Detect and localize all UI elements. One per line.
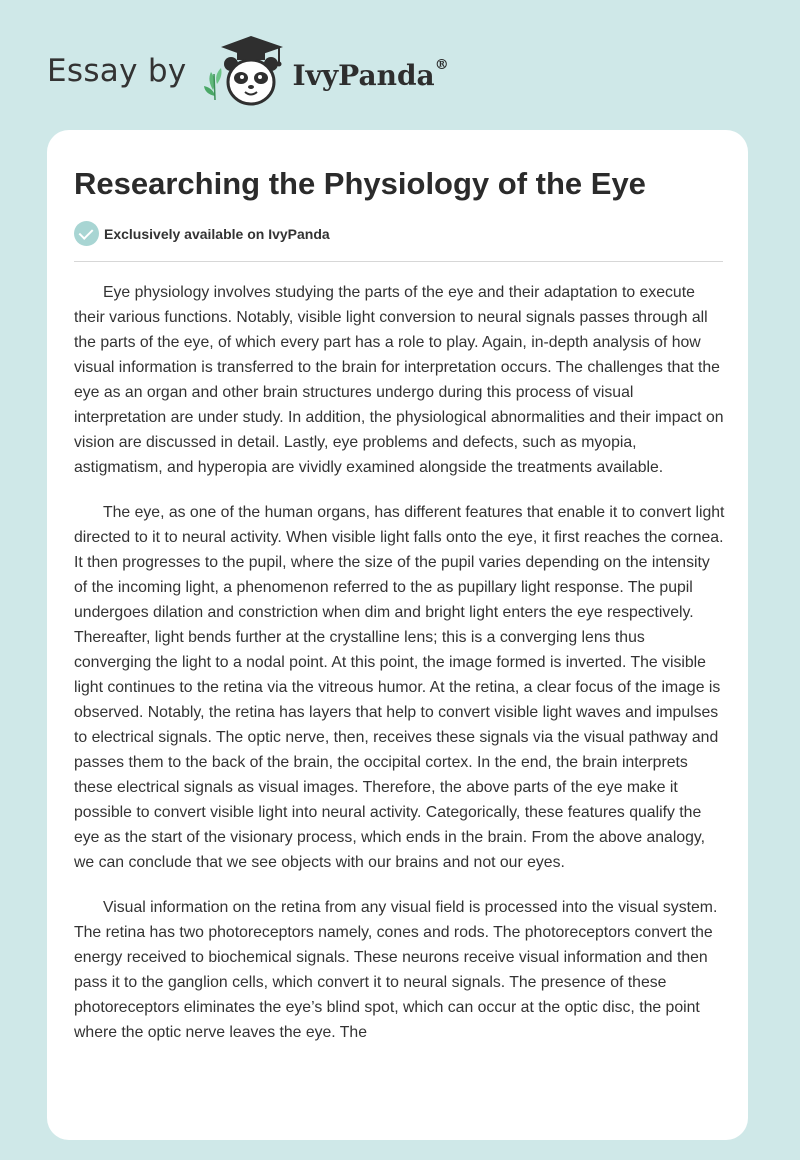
article-body <box>74 280 726 1065</box>
brand-name[interactable] <box>292 56 449 92</box>
article-title: Researching the Physiology of the Eye <box>74 166 646 201</box>
paragraph: Eye physiology involves studying the parts of the eye and their adaptation to execute their various functions. Notably, visible light conversion to neural signals passes through all the parts of the eye, of which every part has a role to play. Again, in-depth analysis of how visual information is transferred to the brain for interpretation occurs. The challenges that the eye as an organ and other brain structures undergo during this process of visual interpretation are under study. In addition, the physiological abnormalities and their impact on vision are discussed in detail. Lastly, eye problems and defects, such as myopia, astigmatism, and hyperopia are vividly examined alongside the treatments available. <box>74 284 724 476</box>
site-header <box>47 34 449 108</box>
checkmark-icon <box>74 221 99 246</box>
exclusive-badge-label: Exclusively available on IvyPanda <box>104 225 330 242</box>
registered-mark: ® <box>434 56 449 73</box>
paragraph: The eye, as one of the human organs, has different features that enable it to convert light directed to it to neural activity. When visible light falls onto the eye, it first reaches the cornea. It then progresses to the pupil, where the size of the pupil varies depending on the intensity of the incoming light, a phenomenon referred to the as pupillary light response. The pupil undergoes dilation and constriction when dim and bright light enters the eye respectively. Thereafter, light bends further at the crystalline lens; this is a converging lens thus converging the light to a nodal point. At this point, the image formed is inverted. The visible light continues to the retina via the vitreous humor. At the retina, a clear focus of the image is observed. Notably, the retina has layers that help to convert visible light waves and impulses to electrical signals. The optic nerve, then, receives these signals via the visual pathway and passes them to the back of the brain, the occipital cortex. In the end, the brain interprets these electrical signals as visual images. Therefore, the above parts of the eye make it possible to convert visible light into neural activity. Categorically, these features qualify the eye as the start of the visionary process, which ends in the brain. From the above analogy, we can conclude that we see objects with our brains and not our eyes. <box>74 504 725 871</box>
brand-text: IvyPanda <box>292 58 435 92</box>
divider <box>74 261 723 262</box>
article-card <box>47 130 748 1140</box>
exclusive-badge <box>74 221 330 246</box>
essay-by-label: Essay by <box>47 53 187 89</box>
panda-logo-icon[interactable] <box>201 34 287 108</box>
paragraph: Visual information on the retina from any visual field is processed into the visual system. The retina has two photoreceptors namely, cones and rods. The photoreceptors convert the energy received to biochemical signals. These neurons receive visual information and then pass it to the ganglion cells, which convert it to neural signals. The presence of these photoreceptors eliminates the eye’s blind spot, which can occur at the optic disc, the point where the optic nerve leaves the eye. The <box>74 899 718 1041</box>
